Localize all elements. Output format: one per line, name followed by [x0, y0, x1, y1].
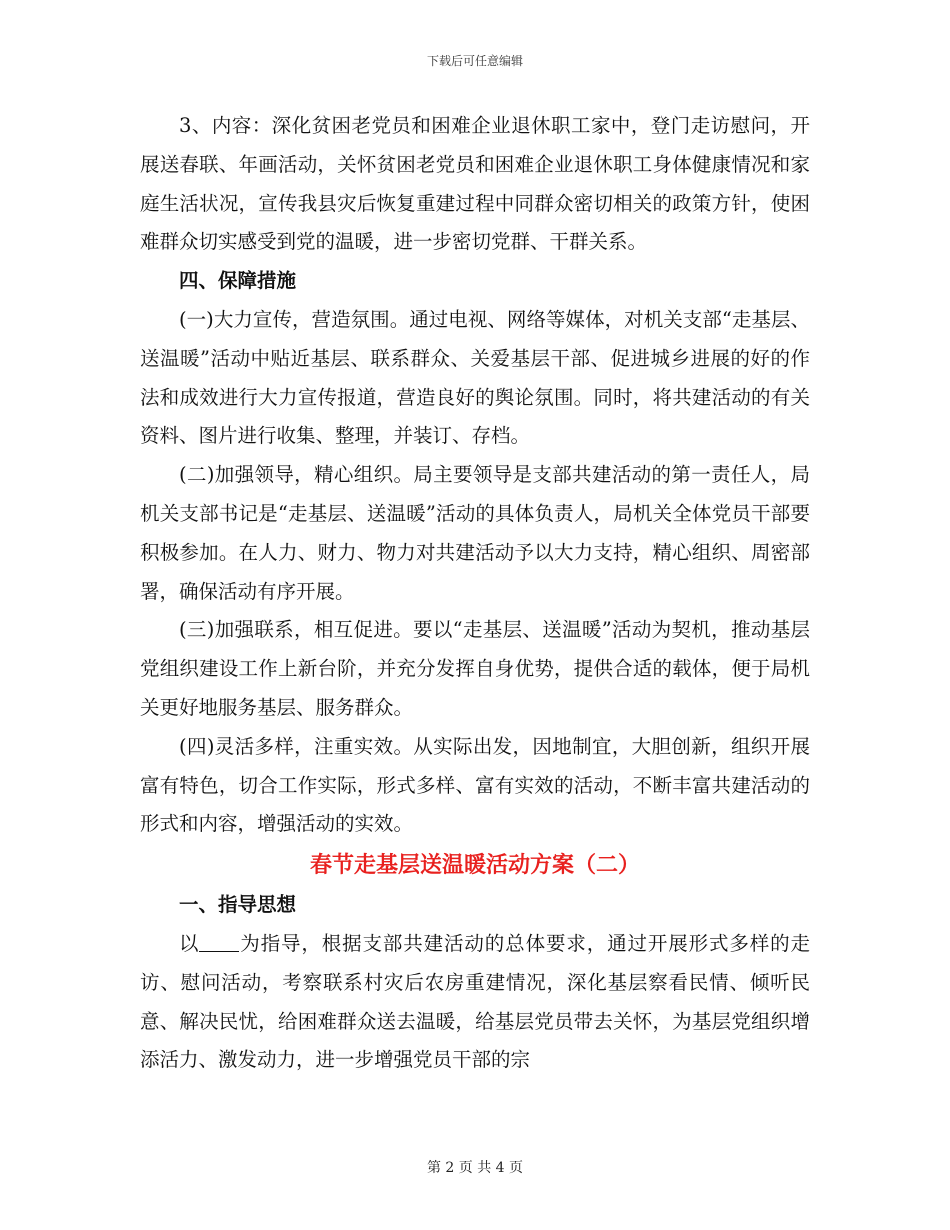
document-body	[140, 107, 810, 1080]
page-footer: 第 2 页 共 4 页	[426, 1160, 524, 1176]
safeguard-paragraph-2: (二)加强领导，精心组织。局主要领导是支部共建活动的第一责任人，局机关支部书记是“走基层、送温暖”活动的具体负责人，局机关全体党员干部要积极参加。在人力、财力、物力对共建活动予以大力支持，精心组织、周密部署，确保活动有序开展。	[140, 463, 810, 603]
paragraph-prefix: 以	[179, 931, 200, 955]
safeguard-paragraph-4: (四)灵活多样，注重实效。从实际出发，因地制宜，大胆创新，组织开展富有特色，切合工作实际，形式多样、富有实效的活动，不断丰富共建活动的形式和内容，增强活动的实效。	[140, 734, 810, 836]
fill-in-blank	[199, 931, 239, 952]
section-heading-safeguards: 四、保障措施	[179, 269, 297, 293]
paragraph-text: 为指导，根据支部共建活动的总体要求，通过开展形式多样的走访、慰问活动，考察联系村灾后农房重建情况，深化基层察看民情、倾听民意、解决民忧，给困难群众送去温暖，给基层党员带去关怀，为基层党组织增添活力、激发动力，进一步增强党员干部的宗	[140, 931, 810, 1072]
page-header: 下载后可任意编辑	[426, 54, 523, 68]
guiding-ideology-paragraph	[140, 925, 810, 1080]
safeguard-paragraph-1: (一)大力宣传，营造氛围。通过电视、网络等媒体，对机关支部“走基层、送温暖”活动中贴近基层、联系群众、关爱基层干部、促进城乡进展的好的作法和成效进行大力宣传报道，营造良好的舆论氛围。同时，将共建活动的有关资料、图片进行收集、整理，并装订、存档。	[140, 307, 810, 448]
content-item-3: 3、内容：深化贫困老党员和困难企业退休职工家中，登门走访慰问，开展送春联、年画活动，关怀贫困老党员和困难企业退休职工身体健康情况和家庭生活状况，宣传我县灾后恢复重建过程中同群众密切相关的政策方针，使困难群众切实感受到党的温暖，进一步密切党群、干群关系。	[140, 114, 810, 254]
document-title: 春节走基层送温暖活动方案（二）	[309, 852, 640, 879]
section-heading-guiding-ideology: 一、指导思想	[179, 893, 297, 917]
safeguard-paragraph-3: (三)加强联系，相互促进。要以“走基层、送温暖”活动为契机，推动基层党组织建设工作上新台阶，并充分发挥自身优势，提供合适的载体，便于局机关更好地服务基层、服务群众。	[140, 618, 810, 719]
